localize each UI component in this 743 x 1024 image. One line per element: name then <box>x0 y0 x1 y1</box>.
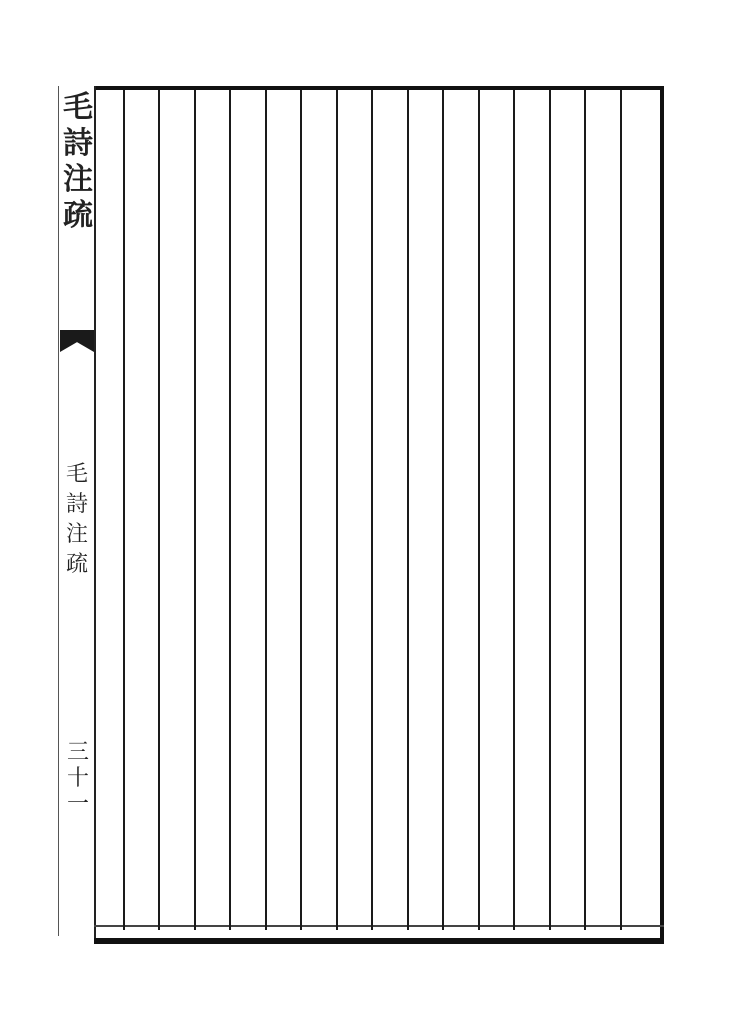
margin-page-char: 一 <box>66 792 89 817</box>
margin-title-char: 疏 <box>63 198 93 233</box>
margin-title-char: 注 <box>63 162 93 197</box>
margin-page-char: 三 <box>66 740 89 765</box>
book-edge-line <box>58 86 59 936</box>
margin-page-char: 十 <box>66 766 89 791</box>
frame-inner-bottom-border <box>94 925 664 927</box>
text-column <box>80 100 132 920</box>
margin-book-char: 疏 <box>65 552 88 577</box>
margin-title-char: 詩 <box>63 126 93 161</box>
margin-book-char: 詩 <box>65 492 88 517</box>
margin-book-char: 毛 <box>65 462 88 487</box>
margin-book-char: 注 <box>65 522 88 547</box>
margin-title-char: 毛 <box>63 90 93 125</box>
